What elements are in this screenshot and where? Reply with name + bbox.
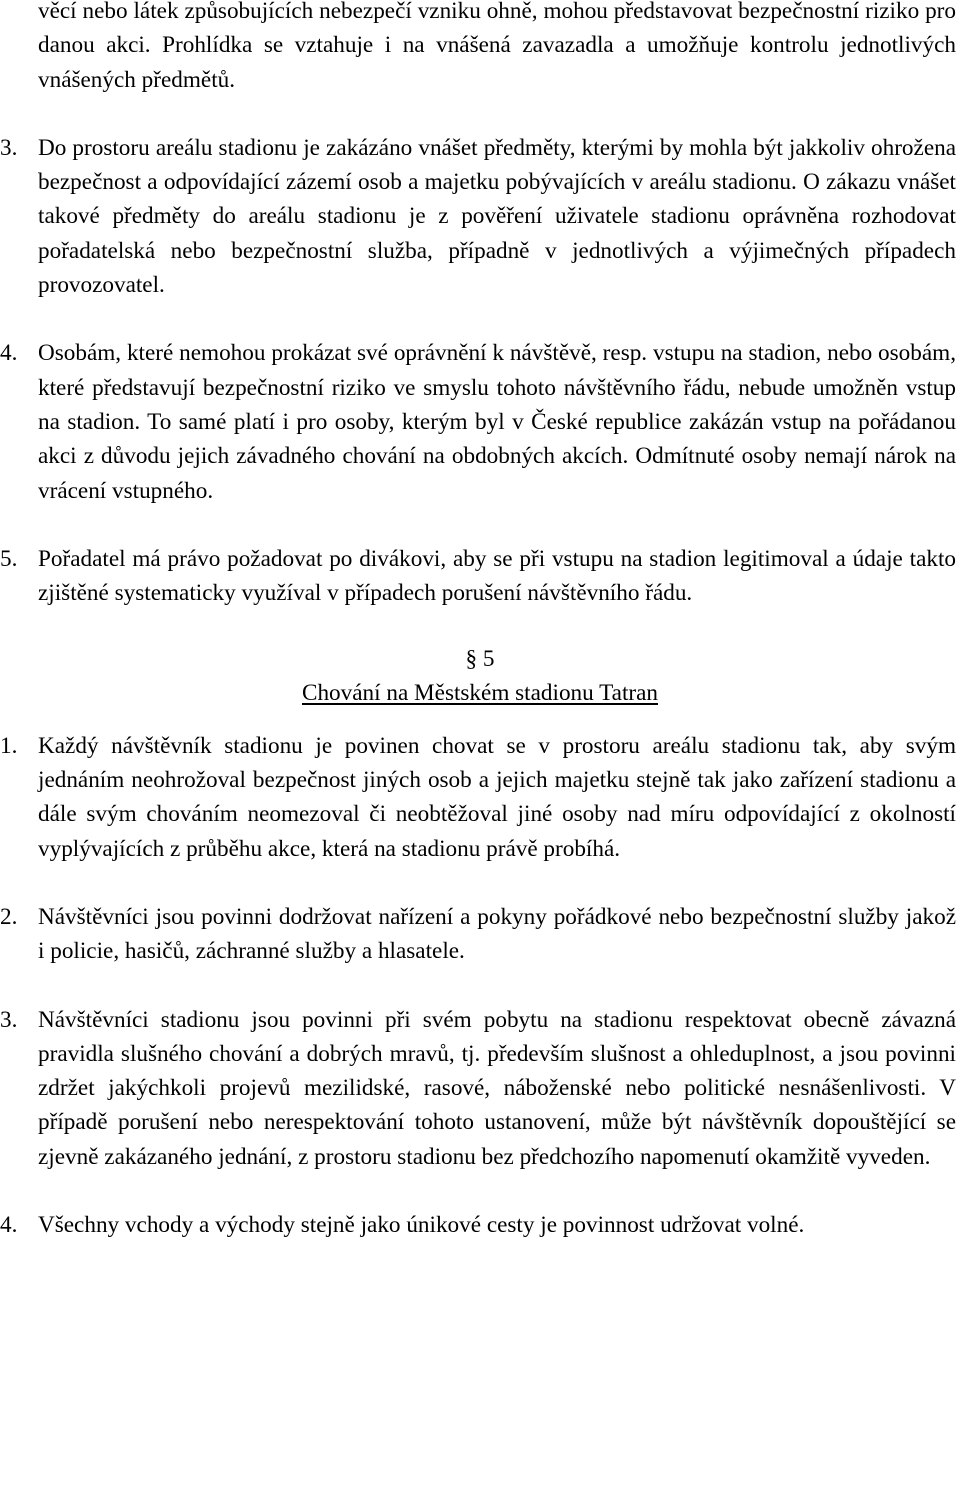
list-item (0, 900, 956, 969)
item-number: 1. (0, 732, 18, 759)
list-item (0, 131, 956, 302)
section-number: § 5 (465, 646, 495, 673)
item-text: Do prostoru areálu stadionu je zakázáno vnášet předměty, kterými by mohla být jakkoliv ohrožena bezpečnost a odpovídající zázemí osob a majetku pobývajících v areálu stadionu. O zákazu vnášet takové předměty do areálu stadionu je z pověření uživatele stadionu oprávněna rozhodovat pořadatelská nebo bezpečnostní služba, případně v jednotlivých a výjimečných případech provozovatel. (38, 134, 956, 299)
item-number: 4. (0, 340, 18, 367)
list-item (0, 542, 956, 611)
item-text: Pořadatel má právo požadovat po divákovi, aby se při vstupu na stadion legitimoval a údaje takto zjištěné systematicky využíval v případech porušení návštěvního řádu. (38, 545, 956, 607)
item-number: 4. (0, 1212, 18, 1239)
list-item (0, 336, 956, 507)
item-text: Návštěvníci stadionu jsou povinni při svém pobytu na stadionu respektovat obecně závazná pravidla slušného chování a dobrých mravů, tj. především slušnost a ohleduplnost, a jsou povinni zdržet jakýchkoli projevů mezilidské, rasové, náboženské nebo politické nesnášenlivosti. V případě porušení nebo nerespektování tohoto ustanovení, může být návštěvník dopouštějící se zjevně zakázaného jednání, z prostoru stadionu bez předchozího napomenutí okamžitě vyveden. (38, 1006, 956, 1170)
item-text: Každý návštěvník stadionu je povinen chovat se v prostoru areálu stadionu tak, aby svým jednáním neohrožoval bezpečnost jiných osob a jejich majetku stejně tak jako zařízení stadionu a dále svým chováním neomezoval či neobtěžoval jiné osoby nad míru odpovídající z okolností vyplývajících z průběhu akce, která na stadionu právě probíhá. (38, 732, 956, 862)
section-heading (0, 642, 960, 710)
list-item (0, 1003, 956, 1174)
list-item (0, 729, 956, 866)
item-number: 3. (0, 1006, 18, 1033)
item-number: 5. (0, 545, 18, 572)
item-text: Návštěvníci jsou povinni dodržovat nařízení a pokyny pořádkové nebo bezpečnostní služby jakož i policie, hasičů, záchranné služby a hlasatele. (38, 903, 956, 965)
list-item (0, 1208, 956, 1242)
item-number: 2. (0, 903, 18, 930)
item-text: Všechny vchody a východy stejně jako únikové cesty je povinnost udržovat volné. (38, 1212, 805, 1239)
item-text: Osobám, které nemohou prokázat své oprávnění k návštěvě, resp. vstupu na stadion, nebo osobám, které představují bezpečnostní riziko ve smyslu tohoto návštěvního řádu, nebude umožněn vstup na stadion. To samé platí i pro osoby, kterým byl v České republice zakázán vstup na pořádanou akci z důvodu jejich závadného chování na obdobných akcích. Odmítnuté osoby nemají nárok na vrácení vstupného. (38, 340, 956, 504)
section-title: Chování na Městském stadionu Tatran (301, 680, 658, 707)
item-number: 3. (0, 134, 18, 161)
intro-paragraph: věcí nebo látek způsobujících nebezpečí vzniku ohně, mohou představovat bezpečnostní riziko pro danou akci. Prohlídka se vztahuje i na vnášená zavazadla a umožňuje kontrolu jednotlivých vnášených předmětů. (38, 0, 956, 93)
